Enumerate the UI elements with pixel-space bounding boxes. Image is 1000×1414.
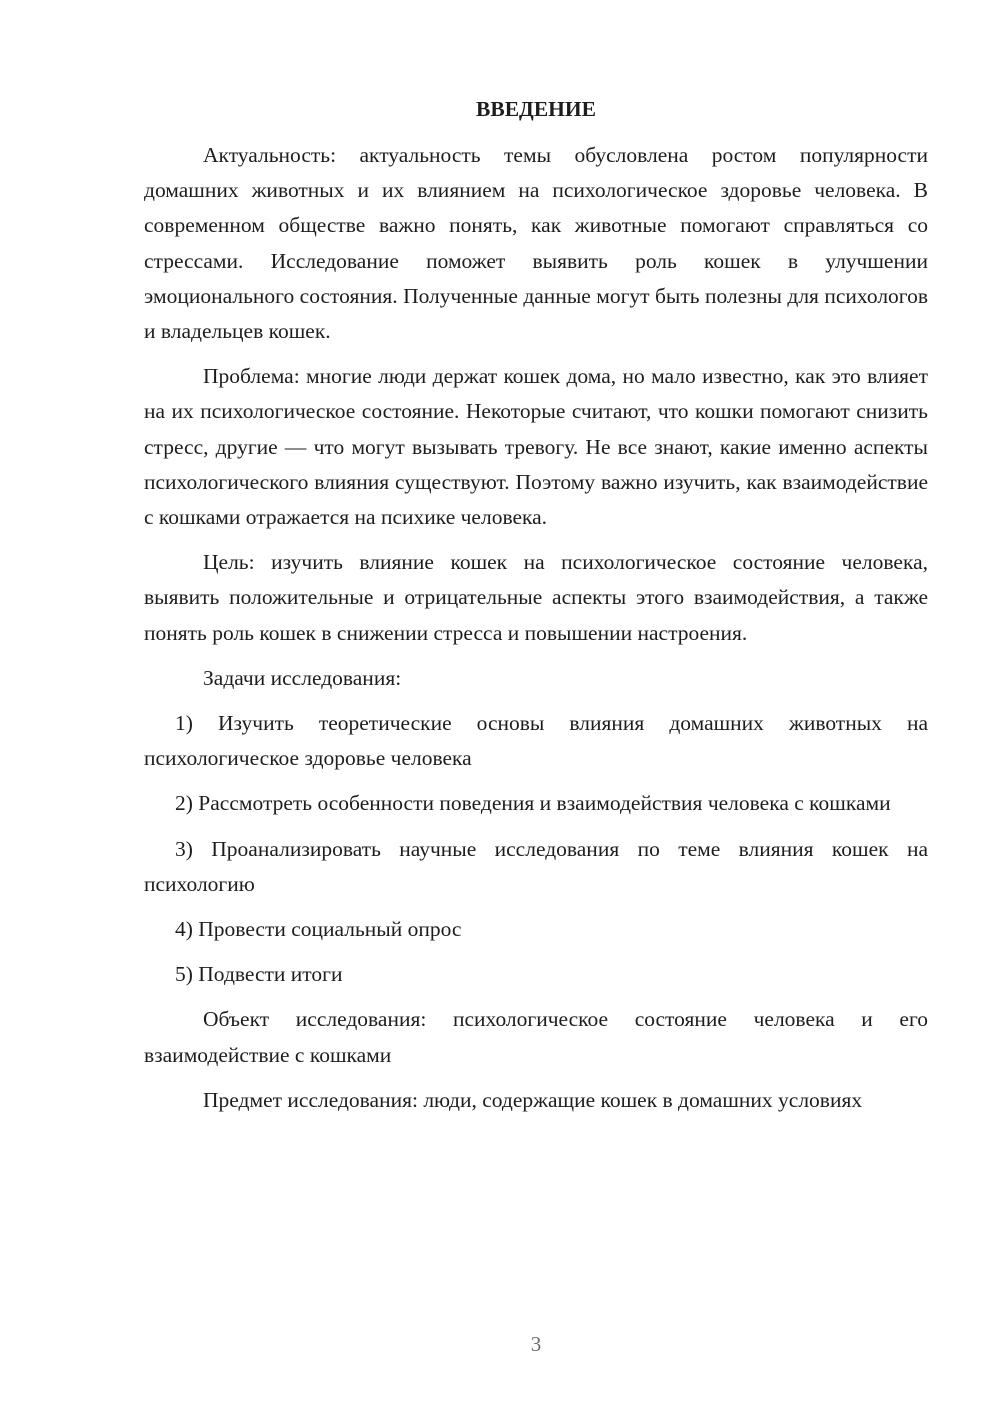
paragraph-relevance: Актуальность: актуальность темы обусловлена ростом популярности домашних животных и их влиянием на психологическое здоровье человека. В современном обществе важно понять, как животные помогают справляться со стрессами. Исследование поможет выявить роль кошек в улучшении эмоционального состояния. Полученные данные могут быть полезны для психологов и владельцев кошек. xyxy=(144,143,928,344)
tasks-heading: Задачи исследования: xyxy=(203,665,402,690)
paragraph-subject: Предмет исследования: люди, содержащие кошек в домашних условиях xyxy=(203,1087,863,1112)
paragraph-goal: Цель: изучить влияние кошек на психологическое состояние человека, выявить положительные и отрицательные аспекты этого взаимодействия, а также понять роль кошек в снижении стресса и повышении настроения. xyxy=(144,550,928,645)
task-item: 4) Провести социальный опрос xyxy=(175,917,462,942)
section-title: ВВЕДЕНИЕ xyxy=(476,97,596,121)
page-number: 3 xyxy=(530,1332,542,1356)
task-item: 3) Проанализировать научные исследования по теме влияния кошек на психологию xyxy=(144,836,928,896)
paragraph-object: Объект исследования: психологическое состояние человека и его взаимодействие с кошками xyxy=(144,1007,928,1067)
task-item: 1) Изучить теоретические основы влияния домашних животных на психологическое здоровье человека xyxy=(144,711,928,771)
paragraph-problem: Проблема: многие люди держат кошек дома, но мало известно, как это влияет на их психологическое состояние. Некоторые считают, что кошки помогают снизить стресс, другие — что могут вызывать тревогу. Не все знают, какие именно аспекты психологического влияния существуют. Поэтому важно изучить, как взаимодействие с кошками отражается на психике человека. xyxy=(144,364,928,530)
task-item: 5) Подвести итоги xyxy=(175,962,343,987)
document-page xyxy=(144,92,928,1128)
task-item: 2) Рассмотреть особенности поведения и взаимодействия человека с кошками xyxy=(175,791,891,816)
